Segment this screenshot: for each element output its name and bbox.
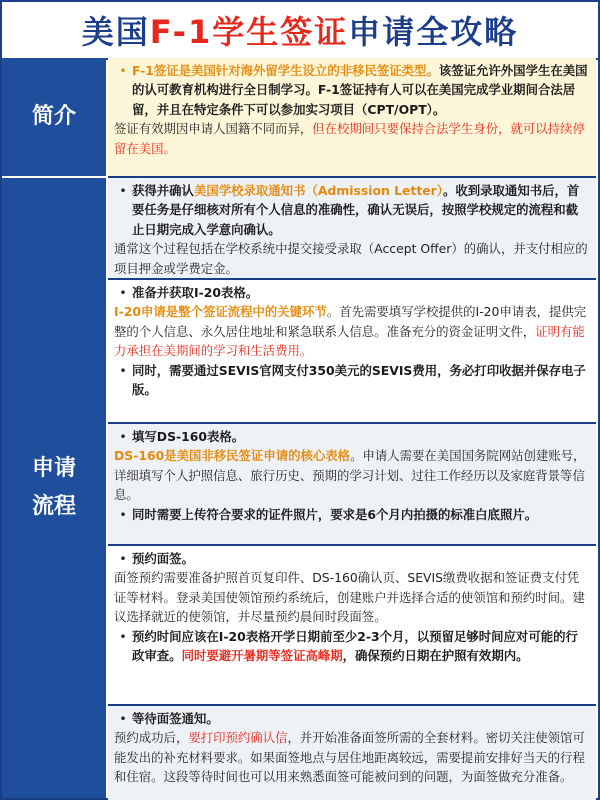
sidebar-process-line2: 流程 <box>31 494 76 519</box>
bullet-dot: • <box>119 711 127 726</box>
content-column <box>108 58 596 796</box>
intro-validity-text: 签证有效期因申请人国籍不同而异， <box>114 121 313 137</box>
step-ds160 <box>108 424 596 546</box>
step-booking-timing-text: 预约时间应该在I-20表格开学日期前至少2-3个月，以预留足够时间应对可能的行政审查。 <box>132 628 578 664</box>
step-ds160-photo-bullet <box>114 505 588 524</box>
bullet-dot: • <box>119 362 127 378</box>
step-i20-sevis-bullet <box>114 361 588 400</box>
step-booking-peak-note: 同时要避开暑期等签证高峰期 <box>181 648 343 664</box>
step-admission-bullet <box>114 181 588 239</box>
step-booking-timing-bullet <box>114 627 588 666</box>
step-i20-funds-note: 证明有能力承担在美期间的学习和生活费用。 <box>114 323 585 359</box>
step-await-lead: 预约成功后， <box>114 730 189 746</box>
step-admission-detail: 。收到录取通知书后，首要任务是仔细核对所有个人信息的准确性，确认无误后，按照学校规定的流程和截止日期完成入学意向确认。 <box>132 183 580 237</box>
step-await-detail: ，并开始准备面签所需的全套材料。密切关注使领馆可能发出的补充材料要求。如果面签地点与居住地距离较远，需要提前安排好当天的行程和住宿。这段等待时间也可以用来熟悉面签可能被问到的问题，为面签做充分准备。 <box>114 730 585 785</box>
sidebar-label-process <box>2 178 106 798</box>
bullet-dot: • <box>119 285 127 300</box>
step-await-interview <box>108 706 596 800</box>
step-i20-bullet <box>114 283 588 302</box>
intro-highlight: F-1签证是美国针对海外留学生设立的非移民签证类型。 <box>132 63 439 78</box>
bullet-dot: • <box>119 429 127 444</box>
step-i20-sevis-text: 同时，需要通过SEVIS官网支付350美元的SEVIS费用，务必打印收据并保存电子版。 <box>132 362 586 398</box>
step-ds160-highlight: DS-160是美国非移民签证申请的核心表格 <box>114 448 351 464</box>
step-await-heading: 等待面签通知。 <box>132 711 219 726</box>
title-part-visa: F-1学生签证 <box>149 13 349 51</box>
intro-section <box>108 58 596 178</box>
step-booking-heading: 预约面签。 <box>132 551 194 566</box>
step-booking-bullet <box>114 549 588 568</box>
intro-validity-note: 但在校期间只要保持合法学生身份，就可以持续停留在美国。 <box>114 121 585 156</box>
step-i20-paragraph <box>114 302 588 360</box>
sidebar-process-line1: 申请 <box>31 456 76 481</box>
step-i20-highlight: I-20申请是整个签证流程中的关键环节 <box>114 304 327 320</box>
step-ds160-paragraph <box>114 446 588 504</box>
bullet-dot: • <box>119 628 127 644</box>
step-ds160-text: 。申请人需要在美国国务院网站创建账号，详细填写个人护照信息、旅行历史、预期的学习计划、过往工作经历以及家庭背景等信息。 <box>114 448 586 503</box>
step-ds160-photo-text: 同时需要上传符合要求的证件照片，要求是6个月内拍摄的标准白底照片。 <box>132 506 538 522</box>
step-booking-paragraph: 面签预约需要准备护照首页复印件、DS-160确认页、SEVIS缴费收据和签证费支付凭证等材料。登录美国使领馆预约系统后，创建账户并选择合适的使领馆和预约时间。建议选择就近的使领馆，并尽量预约晨间时段面签。 <box>114 570 585 625</box>
bullet-dot: • <box>119 551 127 566</box>
title-part-guide: 申请全攻略 <box>348 13 519 51</box>
step-admission <box>108 178 596 280</box>
sidebar-label-intro <box>2 58 106 176</box>
step-booking-passport-note: ，确保预约日期在护照有效期内。 <box>342 648 529 664</box>
intro-validity-paragraph <box>114 119 588 158</box>
step-ds160-heading: 填写DS-160表格。 <box>132 429 245 444</box>
bullet-dot: • <box>119 506 127 522</box>
page-title <box>2 2 598 60</box>
step-i20-heading: 准备并获取I-20表格。 <box>132 285 259 300</box>
step-ds160-bullet <box>114 427 588 446</box>
step-interview-booking <box>108 546 596 706</box>
step-await-paragraph <box>114 728 588 786</box>
bullet-dot: • <box>119 63 127 78</box>
intro-detail: 该签证允许外国学生在美国的认可教育机构进行全日制学习。F-1签证持有人可以在美国完成学业期间合法居留，并且在特定条件下可以参加实习项目（CPT/OPT）。 <box>132 63 588 117</box>
step-admission-doc: 美国学校录取通知书（Admission Letter） <box>193 183 443 198</box>
step-admission-lead: 获得并确认 <box>132 183 194 198</box>
bullet-dot: • <box>119 183 127 198</box>
step-await-bullet <box>114 709 588 728</box>
step-i20 <box>108 280 596 424</box>
intro-bullet <box>114 61 588 119</box>
step-await-print-note: 要打印预约确认信 <box>188 730 288 746</box>
sidebar-intro-text: 简介 <box>31 104 76 129</box>
step-i20-text: 。首先需要填写学校提供的I-20申请表，提供完整的个人信息、永久居住地址和紧急联系人信息。准备充分的资金证明文件， <box>114 304 587 339</box>
step-admission-note: 通常这个过程包括在学校系统中提交接受录取（Accept Offer）的确认，并支付相应的项目押金或学费定金。 <box>114 241 588 276</box>
title-part-country: 美国 <box>81 13 150 51</box>
